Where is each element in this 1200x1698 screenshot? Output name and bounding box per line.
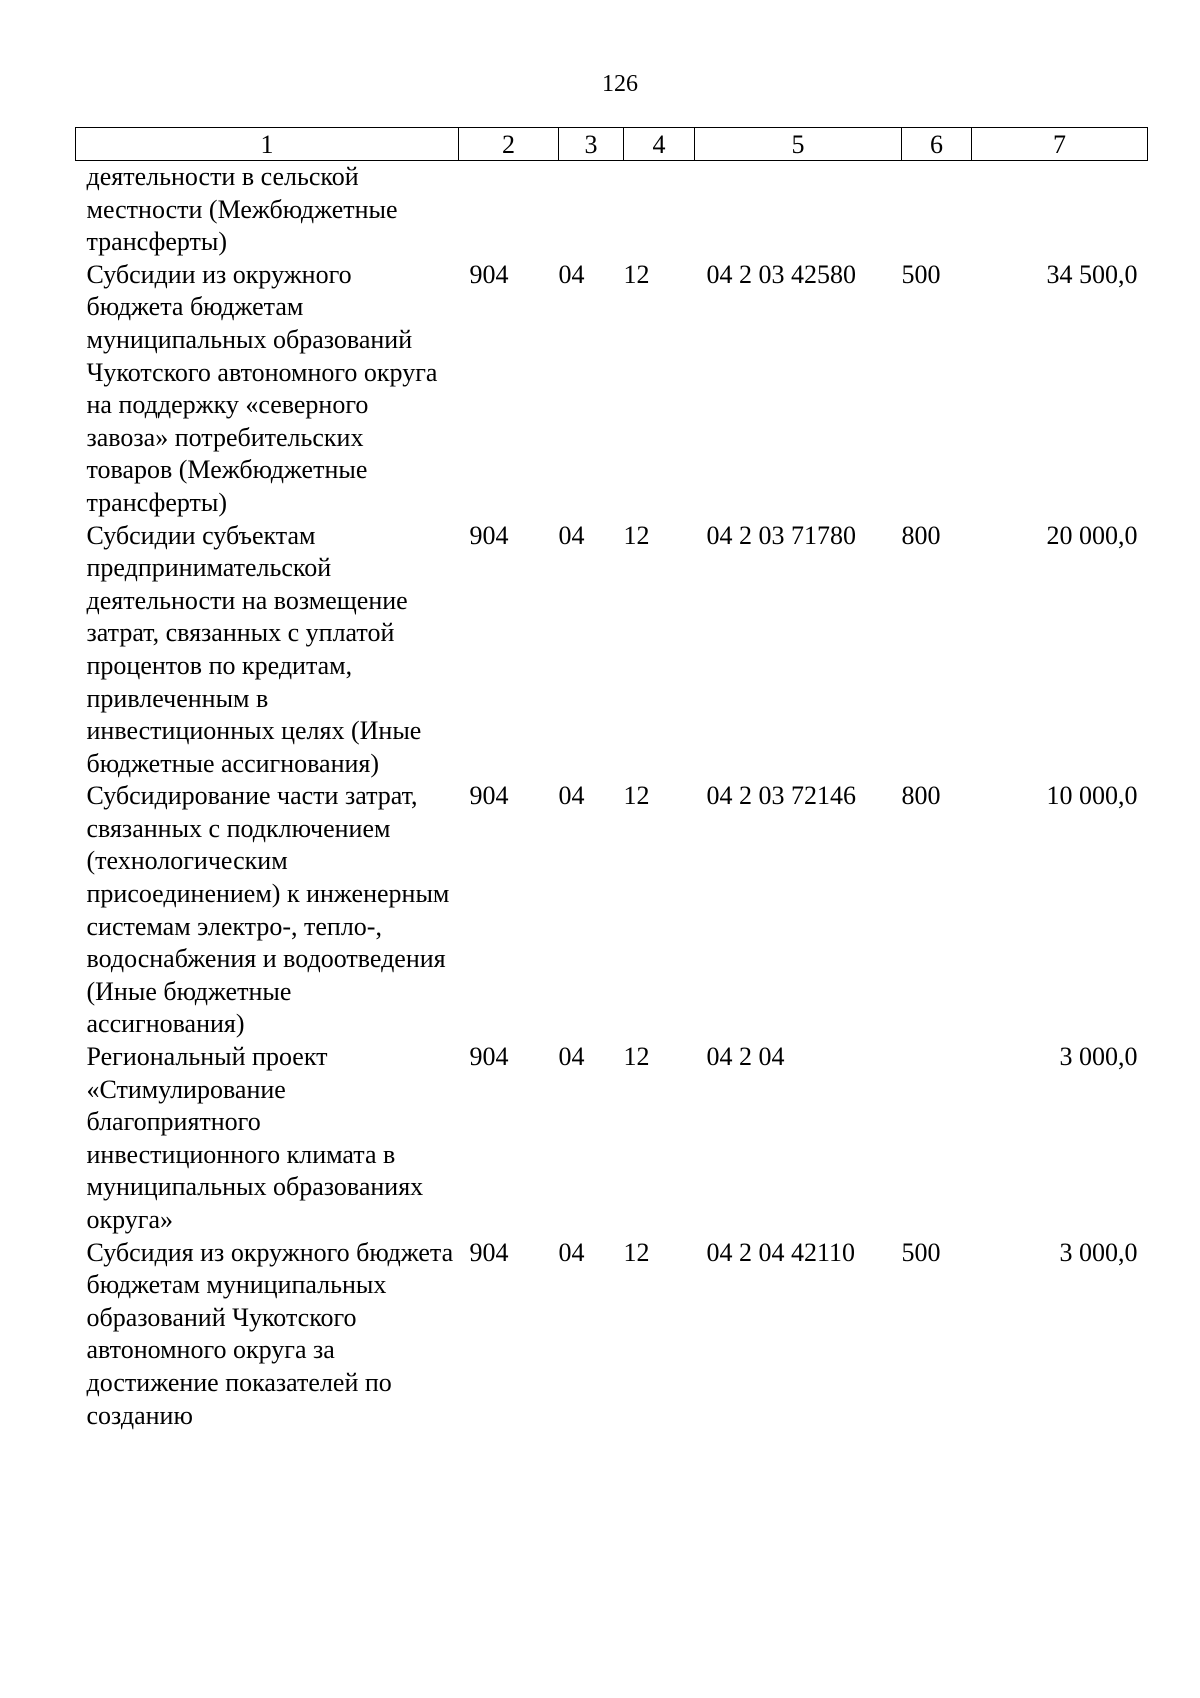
row-section: 04 bbox=[558, 1042, 585, 1072]
row-ministry: 904 bbox=[469, 781, 509, 811]
row-description: Субсидии субъектам предпринимательской деятельности на возмещение затрат, связанных с уплатой процентов по кредитам, привлеченным в инвестиционных целях (Иные бюджетные ассигнования) bbox=[86, 520, 422, 778]
row-description: Региональный проект «Стимулирование благоприятного инвестиционного климата в муниципальных образованиях округа» bbox=[86, 1042, 424, 1234]
row-section bbox=[559, 161, 624, 259]
row-target-article: 04 2 03 42580 bbox=[706, 259, 856, 289]
row-subsection: 12 bbox=[623, 1042, 650, 1072]
row-section: 04 bbox=[558, 781, 585, 811]
row-target-article: 04 2 04 bbox=[706, 1042, 785, 1072]
row-section: 04 bbox=[558, 259, 585, 289]
row-description: деятельности в сельской местности (Межбюджетные трансферты) bbox=[86, 162, 398, 257]
table-row bbox=[76, 780, 1148, 1041]
column-header: 1 bbox=[76, 128, 459, 161]
row-ministry: 904 bbox=[469, 1042, 509, 1072]
column-header: 2 bbox=[459, 128, 559, 161]
column-header: 3 bbox=[559, 128, 624, 161]
row-amount: 20 000,0 bbox=[1046, 520, 1138, 550]
page-number: 126 bbox=[602, 71, 638, 97]
budget-table bbox=[75, 127, 1148, 1432]
row-expense-type: 500 bbox=[901, 259, 941, 289]
row-target-article: 04 2 04 42110 bbox=[706, 1237, 856, 1267]
table-row bbox=[76, 1237, 1148, 1433]
row-subsection: 12 bbox=[623, 259, 650, 289]
row-amount: 10 000,0 bbox=[1046, 781, 1138, 811]
row-amount: 3 000,0 bbox=[1059, 1237, 1138, 1267]
row-section: 04 bbox=[558, 520, 585, 550]
row-description: Субсидия из окружного бюджета бюджетам муниципальных образований Чукотского автономного округа за достижение показателей по созданию bbox=[86, 1237, 454, 1430]
row-expense-type: 800 bbox=[901, 781, 941, 811]
row-subsection: 12 bbox=[623, 781, 650, 811]
row-target-article: 04 2 03 71780 bbox=[706, 520, 856, 550]
row-amount bbox=[972, 161, 1148, 259]
row-subsection bbox=[624, 161, 695, 259]
row-expense-type bbox=[902, 1041, 972, 1237]
row-ministry: 904 bbox=[469, 259, 509, 289]
table-row bbox=[76, 161, 1148, 259]
column-header: 4 bbox=[624, 128, 695, 161]
table-header-row bbox=[76, 128, 1148, 161]
column-header: 5 bbox=[695, 128, 902, 161]
column-header: 7 bbox=[972, 128, 1148, 161]
row-section: 04 bbox=[558, 1237, 585, 1267]
row-expense-type: 500 bbox=[901, 1237, 941, 1267]
row-target-article bbox=[695, 161, 902, 259]
row-description: Субсидирование части затрат, связанных с подключением (технологическим присоединением) к инженерным системам электро-, тепло-, водоснабжения и водоотведения (Иные бюджетные ассигнования) bbox=[86, 781, 450, 1039]
table-row bbox=[76, 259, 1148, 520]
row-expense-type bbox=[902, 161, 972, 259]
row-ministry bbox=[459, 161, 559, 259]
column-header: 6 bbox=[902, 128, 972, 161]
row-description: Субсидии из окружного бюджета бюджетам муниципальных образований Чукотского автономного округа на поддержку «северного завоза» потребительских товаров (Межбюджетные трансферты) bbox=[86, 259, 438, 517]
row-expense-type: 800 bbox=[901, 520, 941, 550]
row-subsection: 12 bbox=[623, 520, 650, 550]
row-ministry: 904 bbox=[469, 520, 509, 550]
table-row bbox=[76, 520, 1148, 781]
row-subsection: 12 bbox=[623, 1237, 650, 1267]
table-row bbox=[76, 1041, 1148, 1237]
row-amount: 34 500,0 bbox=[1046, 259, 1138, 289]
row-amount: 3 000,0 bbox=[1059, 1042, 1138, 1072]
row-ministry: 904 bbox=[469, 1237, 509, 1267]
row-target-article: 04 2 03 72146 bbox=[706, 781, 856, 811]
